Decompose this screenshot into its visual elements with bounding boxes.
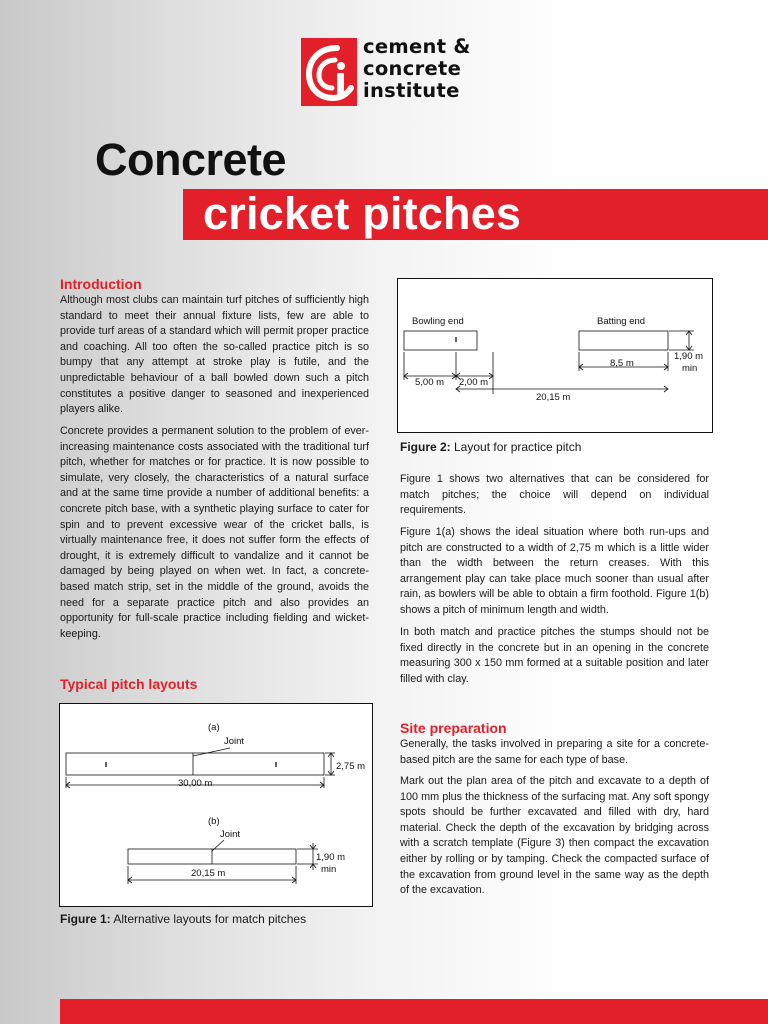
figure-2-diagram: [398, 279, 712, 432]
fig2-bowling-slab: [404, 331, 477, 350]
site-paragraph-2: Mark out the plan area of the pitch and excavate to a depth of 100 mm plus the thickness of the surfacing mat. Any soft spongy spots should be further excavated and filled with dry, hard material. Check the depth of the excavation by bridging across with a scratch template (Figure 3) then compact the excavation either by rolling or by tamping. Check the compacted surface of the excavation from ground level in the same way as the depth of the excavation.: [400, 775, 709, 897]
right-paragraph-2: Figure 1(a) shows the ideal situation where both run-ups and pitch are constructed to a width of 2,75 m which is a little wider than the width between the return creases. With this arrangement play can take place much sooner than usual after rain, as bowlers will be able to obtain a firm foothold. Figure 1(b) shows a pitch of minimum length and width.: [400, 526, 709, 616]
fig1-b-width-label: 1,90 m: [316, 852, 346, 863]
figure-2-caption-label: Figure 2:: [400, 440, 451, 454]
figure-1-diagram: [60, 704, 372, 906]
logo-symbol-icon: [301, 38, 357, 106]
fig2-batting-slab: [579, 331, 668, 350]
fig2-2-00-label: 2,00 m: [459, 377, 489, 388]
figure-2-caption-text: Layout for practice pitch: [450, 440, 582, 454]
intro-paragraph-1: Although most clubs can maintain turf pitches of sufficiently high standard to meet their annual fixture lists, few are able to provide turf areas of a standard which will permit proper practice and coaching. All too often the so-called practice pitch is so bumpy that any attempt at stroke play is futile, and the unpredictable behaviour of a ball bowled down such a pitch constitutes a positive danger to seasoned and inexperienced players alike.: [60, 294, 369, 416]
fig2-20-15-label: 20,15 m: [536, 392, 571, 403]
intro-paragraph-2: Concrete provides a permanent solution to the problem of ever-increasing maintenance costs associated with the traditional turf pitch, whether for matches or for practice. It is now possible to simulate, very closely, the characteristics of a natural surface and at the same time provide a number of additional benefits: a concrete pitch base, with a synthetic playing surface to cater for spin and to prevent excessive wear of the cricket balls, is virtually maintenance free, it does not suffer form the effects of drought, it is extremely difficult to vandalize and it cannot be damaged by being played on when wet. In fact, a concrete-based match strip, set in the middle of the ground, avoids the need for a separate practice pitch and also provides an opportunity for full-scale practice including fielding and wicket-keeping.: [60, 425, 369, 640]
fig1-b-label: (b): [208, 816, 220, 827]
logo-line: institute: [363, 79, 460, 102]
layouts-heading: Typical pitch layouts: [60, 676, 198, 692]
figure-2-caption: [400, 440, 581, 454]
right-paragraph-3: In both match and practice pitches the stumps should not be fixed directly in the concrete but in an opening in the concrete measuring 300 x 150 mm formed at a suitable position and later filled with clay.: [400, 626, 709, 685]
logo-mark: [301, 38, 357, 106]
fig2-bowling-end-label: Bowling end: [412, 316, 464, 327]
figure-1-caption-label: Figure 1:: [60, 912, 111, 926]
fig1-a-length-label: 30,00 m: [178, 778, 213, 789]
fig2-width-label: 1,90 m: [674, 351, 704, 362]
fig1-a-joint-leader: [193, 748, 230, 756]
logo-line: concrete: [363, 57, 462, 80]
logo-line: cement &: [363, 35, 471, 58]
figure-1: [59, 703, 373, 907]
page-subtitle: cricket pitches: [203, 188, 522, 239]
page-title: Concrete: [95, 134, 287, 185]
fig1-b-width-min: min: [321, 864, 337, 875]
fig1-a-pitch: [66, 753, 324, 775]
fig1-a-label: (a): [208, 722, 220, 733]
figure-1-caption-text: Alternative layouts for match pitches: [110, 912, 307, 926]
intro-heading: Introduction: [60, 276, 142, 292]
logo-text: [363, 36, 471, 102]
figure-2: [397, 278, 713, 433]
figure-1-caption: [60, 912, 306, 926]
fig1-a-width-label: 2,75 m: [336, 761, 366, 772]
footer-bar: [60, 999, 768, 1024]
fig1-a-joint-label: Joint: [224, 736, 245, 747]
fig2-8-5-label: 8,5 m: [610, 358, 634, 369]
fig1-b-length-label: 20,15 m: [191, 868, 226, 879]
site-heading: Site preparation: [400, 720, 507, 736]
fig2-batting-end-label: Batting end: [597, 316, 646, 327]
fig2-5-00-label: 5,00 m: [415, 377, 445, 388]
fig2-width-min: min: [682, 363, 698, 374]
site-paragraph-1: Generally, the tasks involved in preparing a site for a concrete-based pitch are the same for each type of base.: [400, 738, 709, 766]
right-paragraph-1: Figure 1 shows two alternatives that can be considered for match pitches; the choice will depend on individual requirements.: [400, 473, 709, 517]
fig1-b-joint-label: Joint: [220, 829, 241, 840]
